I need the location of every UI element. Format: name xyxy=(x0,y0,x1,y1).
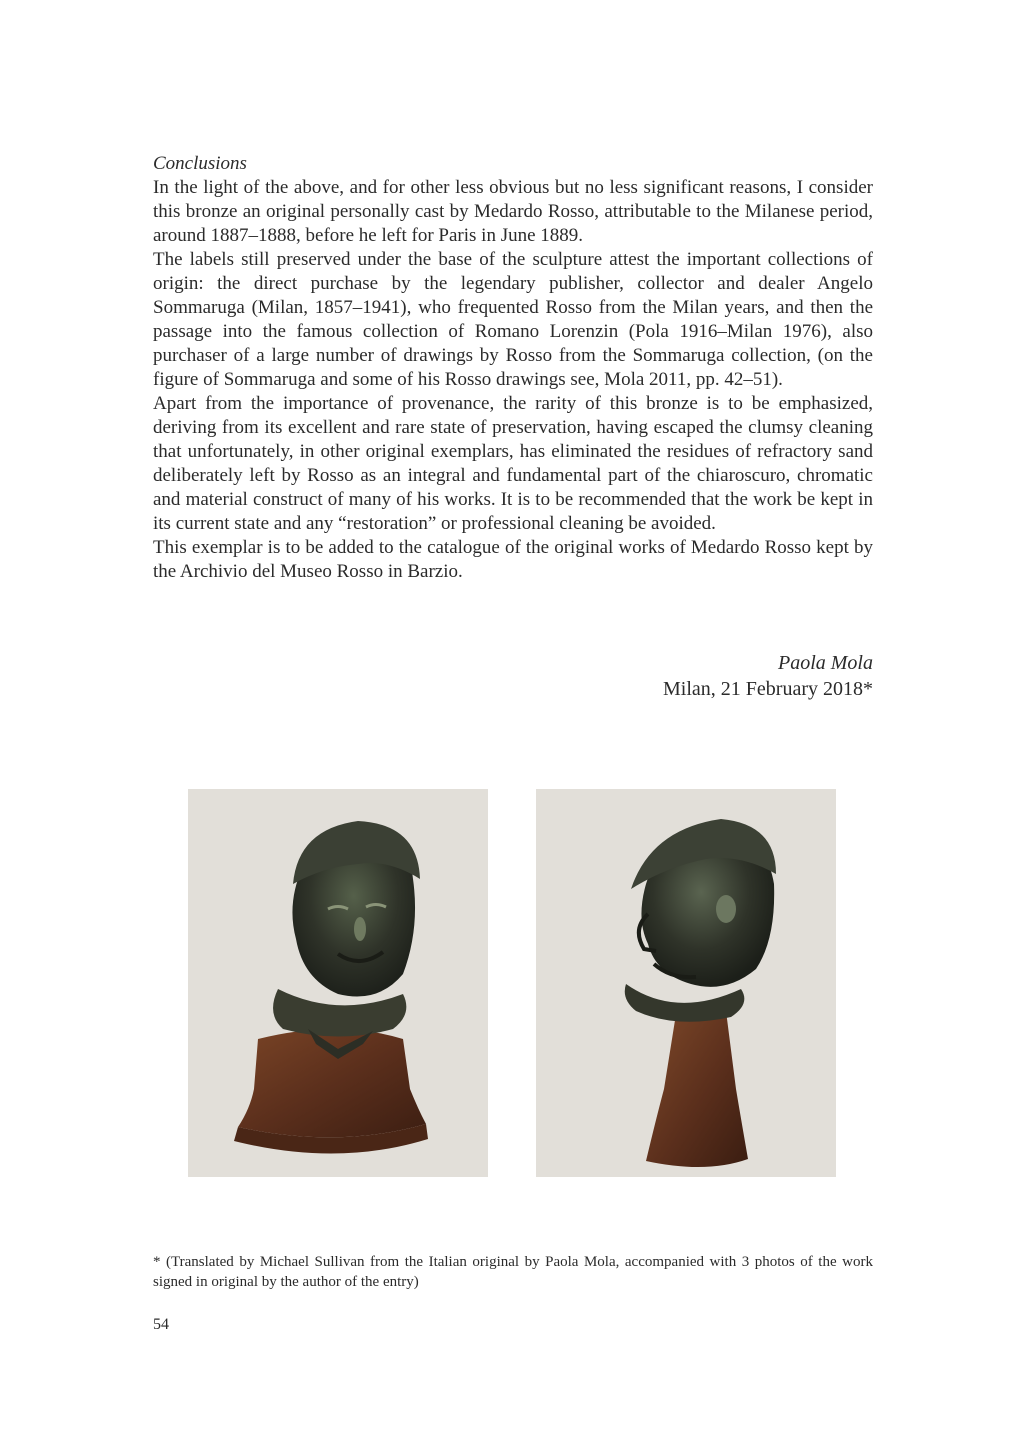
section-heading: Conclusions xyxy=(153,153,247,174)
signature-author: Paola Mola xyxy=(778,652,873,674)
page-number: 54 xyxy=(153,1316,169,1333)
sculpture-photo-front xyxy=(188,789,488,1177)
sculpture-photo-profile xyxy=(536,789,836,1177)
paragraph-attribution: In the light of the above, and for other less obvious but no less significant reasons, I consider this bronze an original personally cast by Medardo Rosso, attributable to the Milanese period, around 1887–1888, before he left for Paris in June 1889. xyxy=(153,177,873,246)
signature-place-date: Milan, 21 February 2018* xyxy=(663,678,873,700)
paragraph-preservation: Apart from the importance of provenance, the rarity of this bronze is to be emphasized, deriving from its excellent and rare state of preservation, having escaped the clumsy cleaning that unfortunately, in other original exemplars, has eliminated the residues of refractory sand deliberately left by Rosso as an integral and fundamental part of the chiaroscuro, chromatic and material construct of many of his works. It is to be recommended that the work be kept in its current state and any “restoration” or professional cleaning be avoided. xyxy=(153,393,873,534)
paragraph-provenance: The labels still preserved under the base of the sculpture attest the important collections of origin: the direct purchase by the legendary publisher, collector and dealer Angelo Sommaruga (Milan, 1857–1941), who frequented Rosso from the Milan years, and then the passage into the famous collection of Romano Lorenzin (Pola 1916–Milan 1976), also purchaser of a large number of drawings by Rosso from the Sommaruga collection, (on the figure of Sommaruga and some of his Rosso drawings see, Mola 2011, pp. 42–51). xyxy=(153,249,873,390)
footnote: * (Translated by Michael Sullivan from the Italian original by Paola Mola, accompanied with 3 photos of the work signed in original by the author of the entry) xyxy=(153,1254,873,1290)
sculpture-front-illustration xyxy=(188,789,488,1177)
conclusions-section xyxy=(153,152,873,584)
signature-block xyxy=(663,650,873,702)
sculpture-profile-illustration xyxy=(536,789,836,1177)
paragraph-catalogue: This exemplar is to be added to the catalogue of the original works of Medardo Rosso kept by the Archivio del Museo Rosso in Barzio. xyxy=(153,537,873,582)
